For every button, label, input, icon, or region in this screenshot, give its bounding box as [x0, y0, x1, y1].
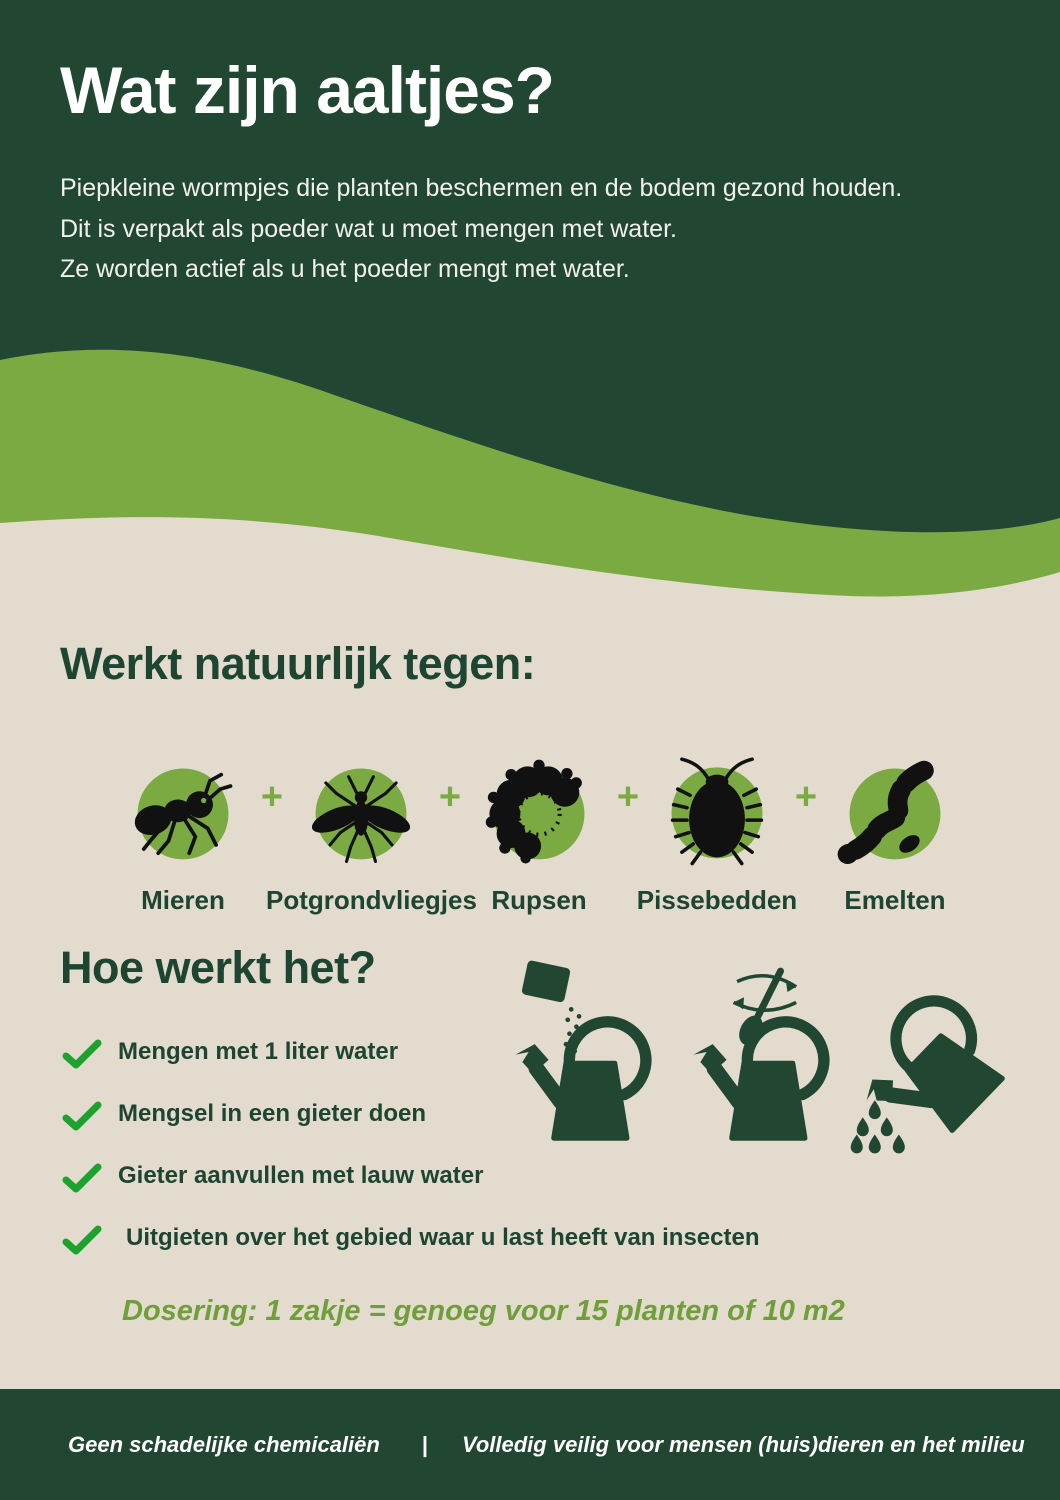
- dosage-note: Dosering: 1 zakje = genoeg voor 15 planten of 10 m2: [122, 1295, 845, 1327]
- page-title: Wat zijn aaltjes?: [60, 53, 554, 127]
- plus-separator: +: [260, 776, 284, 818]
- intro-line: Dit is verpakt als poeder wat u moet mengen met water.: [60, 214, 677, 243]
- pest-item-potgrondvliegjes: [266, 754, 477, 916]
- hero-section: [0, 0, 1060, 620]
- intro-line: Ze worden actief als u het poeder mengt met water.: [60, 255, 630, 283]
- step-label: Mengsel in een gieter doen: [118, 1100, 427, 1127]
- pest-item-pissebedden: [622, 754, 812, 916]
- pest-label: Rupsen: [491, 885, 587, 915]
- check-icon: [62, 1100, 102, 1132]
- pest-item-rupsen: [444, 754, 634, 916]
- section-heading-how: Hoe werkt het?: [60, 942, 376, 993]
- main-section: [0, 620, 1060, 1389]
- step-label: Mengen met 1 liter water: [118, 1038, 399, 1065]
- pest-label: Potgrondvliegjes: [266, 885, 477, 915]
- pest-label: Pissebedden: [636, 885, 798, 915]
- intro-line: Piepkleine wormpjes die planten beschermen en de bodem gezond houden.: [60, 174, 903, 202]
- footer-claim-right: Volledig veilig voor mensen (huis)dieren en het milieu: [461, 1431, 1025, 1457]
- pest-item-mieren: [88, 754, 278, 916]
- intro-paragraph: [60, 168, 902, 290]
- step-label: Uitgieten over het gebied waar u last heeft van insecten: [126, 1224, 760, 1251]
- caterpillar-icon: [477, 754, 601, 878]
- plus-separator: +: [438, 776, 462, 818]
- footer-claim-left: Geen schadelijke chemicaliën: [68, 1431, 380, 1457]
- woodlouse-icon: [655, 754, 779, 878]
- footer-bar: [0, 1389, 1060, 1500]
- step-label: Gieter aanvullen met lauw water: [118, 1162, 484, 1189]
- ant-icon: [121, 754, 245, 878]
- check-icon: [62, 1162, 102, 1194]
- check-icon: [62, 1224, 102, 1256]
- footer-divider: |: [421, 1431, 428, 1457]
- plus-separator: +: [616, 776, 640, 818]
- water-drops: [851, 1100, 905, 1153]
- leatherjacket-icon: [833, 754, 957, 878]
- fungus-gnat-icon: [299, 754, 423, 878]
- pour-powder-watering-can-icon: [512, 952, 660, 1152]
- check-icon: [62, 1038, 102, 1070]
- wave-divider: [0, 292, 1060, 622]
- plus-separator: +: [794, 776, 818, 818]
- pest-label: Mieren: [141, 885, 225, 915]
- instruction-icons: [512, 950, 1060, 1190]
- stir-watering-can-icon: [690, 952, 838, 1152]
- section-heading-against: Werkt natuurlijk tegen:: [60, 638, 536, 689]
- pest-item-emelten: [800, 754, 990, 916]
- pouring-watering-can-icon: [842, 950, 1014, 1156]
- pest-label: Emelten: [844, 885, 946, 915]
